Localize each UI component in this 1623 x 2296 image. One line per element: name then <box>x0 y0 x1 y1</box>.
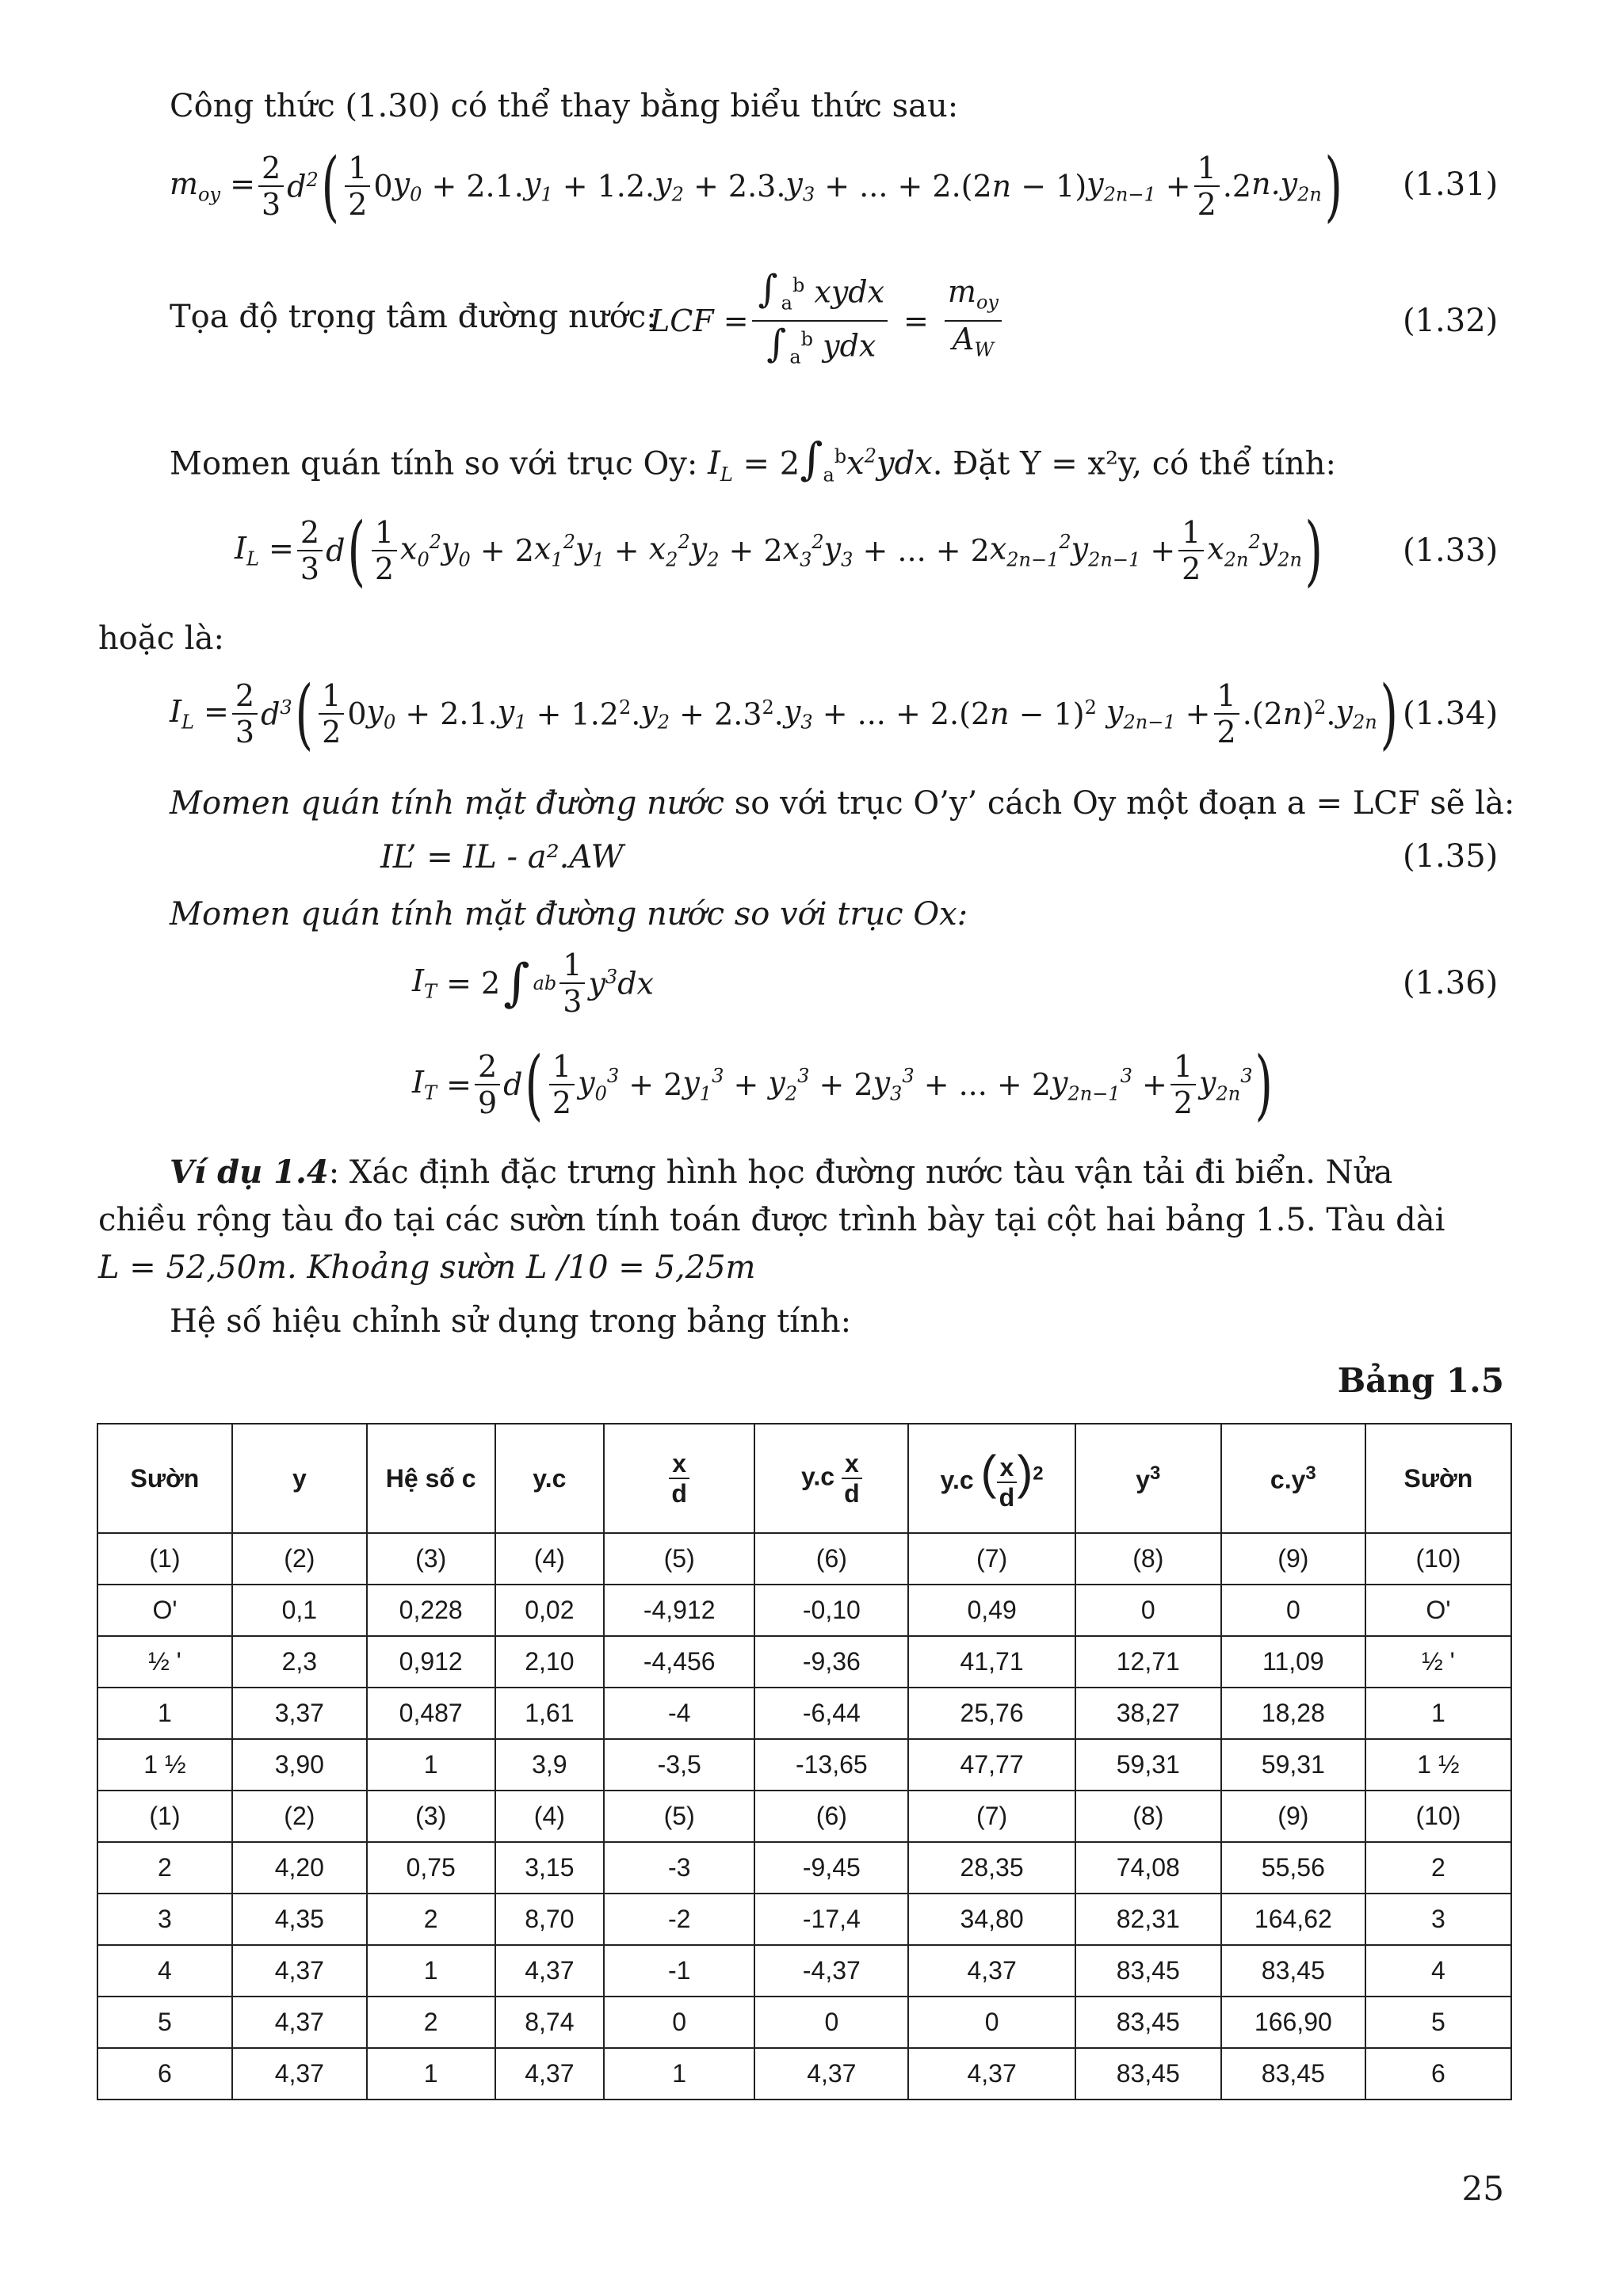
table-cell: (8) <box>1075 1791 1221 1842</box>
table-cell: 8,70 <box>495 1894 605 1945</box>
table-cell: -3 <box>604 1842 754 1894</box>
example-line-2: chiều rộng tàu đo tại các sườn tính toán được trình bày tại cột hai bảng 1.5. Tàu dài <box>98 1202 1445 1238</box>
table-cell: 3,90 <box>232 1739 367 1791</box>
table-cell: -17,4 <box>754 1894 908 1945</box>
equation-number-1-31: (1.31) <box>1403 166 1499 203</box>
table-cell: 2 <box>97 1842 232 1894</box>
table-cell: 0,912 <box>367 1636 495 1688</box>
hoac-la-text: hoặc là: <box>98 620 224 657</box>
header-yc: y.c <box>495 1424 605 1533</box>
table-row <box>97 1739 1511 1791</box>
table-cell: O' <box>1365 1585 1511 1636</box>
equation-number-1-36: (1.36) <box>1403 965 1499 1001</box>
table-cell: -4,37 <box>754 1945 908 1997</box>
table-cell: 4,37 <box>754 2048 908 2100</box>
table-cell: 38,27 <box>1075 1688 1221 1739</box>
table-cell: 164,62 <box>1221 1894 1365 1945</box>
table-cell: 83,45 <box>1221 1945 1365 1997</box>
momen-shift-line <box>170 784 1514 822</box>
table-cell: 3,37 <box>232 1688 367 1739</box>
table-cell: 4,37 <box>232 1945 367 1997</box>
header-y: y <box>232 1424 367 1533</box>
table-cell: ½ ' <box>1365 1636 1511 1688</box>
table-cell: (9) <box>1221 1791 1365 1842</box>
table-cell: (1) <box>97 1533 232 1585</box>
table-cell: 2 <box>367 1997 495 2048</box>
header-yc-x-over-d: y.c $\frac{x}{d}$ <box>754 1424 908 1533</box>
table-cell: 4 <box>1365 1945 1511 1997</box>
header-yc-x-over-d-squared: y.c ( $\frac{x}{d}$ )$^2$ <box>908 1424 1075 1533</box>
equation-1-32: LCF = $\frac{\int _a^b xydx}{\int _a^b ydx}$ = $\frac{m_{oy}}{A_W}$ <box>650 261 1005 380</box>
equation-1-34: $I_L$ = $\frac{2}{3}$ $d^3$ ( $\frac{1}{2}$ 0 $y_0$ + 2.1. $y_1$ + $1.2^2$. $y_2$ + $2.3^2$. $y_3$ + ... + 2.(2 n − 1)$^2$ $y_{2n-1}$ + $\frac{1}{2}$ .(2 n )$^2$. $y_{2n}$ ) <box>170 669 1398 758</box>
table-cell: 4,37 <box>232 2048 367 2100</box>
momen-shift-rest: so với trục O’y’ cách Oy một đoạn a = LCF sẽ là: <box>724 785 1515 822</box>
table-cell: 1 ½ <box>1365 1739 1511 1791</box>
table-cell: 1 <box>97 1688 232 1739</box>
equation-number-1-35: (1.35) <box>1403 838 1499 875</box>
table-cell: 1 ½ <box>97 1739 232 1791</box>
table-row <box>97 1688 1511 1739</box>
equation-number-1-33: (1.33) <box>1403 532 1499 569</box>
table-cell: (1) <box>97 1791 232 1842</box>
table-cell: -4,456 <box>604 1636 754 1688</box>
table-cell: (5) <box>604 1533 754 1585</box>
table-cell: -6,44 <box>754 1688 908 1739</box>
table-row <box>97 1585 1511 1636</box>
table-cell: (6) <box>754 1791 908 1842</box>
table-cell: 1 <box>367 2048 495 2100</box>
table-caption: Bảng 1.5 <box>1337 1361 1504 1400</box>
momen-oy-text-b: . Đặt Y = x²y, có thể tính: <box>932 445 1336 482</box>
example-line-1-text: : Xác định đặc trưng hình học đường nước tàu vận tải đi biển. Nửa <box>328 1154 1393 1191</box>
table-cell: -0,10 <box>754 1585 908 1636</box>
table-cell: 5 <box>97 1997 232 2048</box>
table-cell: 166,90 <box>1221 1997 1365 2048</box>
table-cell: 1 <box>367 1945 495 1997</box>
table-cell: 3,15 <box>495 1842 605 1894</box>
table-cell: (3) <box>367 1533 495 1585</box>
table-cell: O' <box>97 1585 232 1636</box>
equation-1-35: IL’ = IL - a².AW <box>380 839 624 875</box>
table-cell: 34,80 <box>908 1894 1075 1945</box>
table-cell: -3,5 <box>604 1739 754 1791</box>
table-cell: -1 <box>604 1945 754 1997</box>
table-cell: 0 <box>1221 1585 1365 1636</box>
table-row <box>97 1533 1511 1585</box>
table-cell: 83,45 <box>1075 2048 1221 2100</box>
table-cell: (4) <box>495 1791 605 1842</box>
table-body <box>97 1533 1511 2100</box>
table-cell: 0 <box>908 1997 1075 2048</box>
table-cell: 4,37 <box>495 1945 605 1997</box>
table-cell: 4,35 <box>232 1894 367 1945</box>
table-cell: 83,45 <box>1075 1945 1221 1997</box>
table-cell: 4,37 <box>908 1945 1075 1997</box>
page-number: 25 <box>1461 2169 1504 2208</box>
table-cell: 8,74 <box>495 1997 605 2048</box>
table-cell: 4,37 <box>495 2048 605 2100</box>
table-cell: 6 <box>1365 2048 1511 2100</box>
table-cell: (3) <box>367 1791 495 1842</box>
table-cell: 83,45 <box>1075 1997 1221 2048</box>
table-cell: 47,77 <box>908 1739 1075 1791</box>
table-cell: 1 <box>604 2048 754 2100</box>
lcf-label: Tọa độ trọng tâm đường nước: <box>170 299 657 335</box>
table-header-row <box>97 1424 1511 1533</box>
table-cell: 2,10 <box>495 1636 605 1688</box>
equation-number-1-34: (1.34) <box>1403 696 1499 732</box>
table-cell: -9,45 <box>754 1842 908 1894</box>
table-cell: (2) <box>232 1533 367 1585</box>
table-cell: 28,35 <box>908 1842 1075 1894</box>
table-cell: (6) <box>754 1533 908 1585</box>
table-cell: 18,28 <box>1221 1688 1365 1739</box>
table-row <box>97 1636 1511 1688</box>
table-cell: -4,912 <box>604 1585 754 1636</box>
table-cell: 4,20 <box>232 1842 367 1894</box>
table-cell: 41,71 <box>908 1636 1075 1688</box>
equation-1-33: $I_L$ = $\frac{2}{3}$ d ( $\frac{1}{2}$ $x_0^2y_0$ + 2 $x_1^2y_1$ + $x_2^2y_2$ + 2 $x_3^2y_3$ + ... + 2 $x_{2n-1}^2y_{2n-1}$ + $\frac{1}{2}$ $x_{2n}^2y_{2n}$ ) <box>235 506 1323 595</box>
table-cell: 3 <box>1365 1894 1511 1945</box>
table-cell: 2 <box>367 1894 495 1945</box>
table-cell: (4) <box>495 1533 605 1585</box>
table-cell: 1 <box>1365 1688 1511 1739</box>
table-cell: (2) <box>232 1791 367 1842</box>
table-cell: 6 <box>97 2048 232 2100</box>
table-cell: 3 <box>97 1894 232 1945</box>
table-cell: ½ ' <box>97 1636 232 1688</box>
table-row <box>97 1842 1511 1894</box>
header-c-y-cubed: $c.y^3$ <box>1221 1424 1365 1533</box>
header-y-cubed: $y^3$ <box>1075 1424 1221 1533</box>
table-cell: 0,487 <box>367 1688 495 1739</box>
table-cell: 0,75 <box>367 1842 495 1894</box>
data-table <box>97 1423 1512 2100</box>
table-cell: 3,9 <box>495 1739 605 1791</box>
table-cell: 0,49 <box>908 1585 1075 1636</box>
momen-ox-text: Momen quán tính mặt đường nước so với trục Ox: <box>170 896 968 933</box>
equation-1-31: $m_{oy}$ = $\frac{2}{3}$ $d^2$ ( $\frac{1}{2}$ 0 $y_0$ + 2.1. $y_1$ + 1.2. $y_2$ + 2.3. $y_3$ + ... + 2.(2 n − 1) $y_{2n-1}$ + $\frac{1}{2}$ .2 $n.y_{2n}$ ) <box>170 142 1342 231</box>
table-cell: 0,228 <box>367 1585 495 1636</box>
table-row <box>97 1945 1511 1997</box>
table-cell: -2 <box>604 1894 754 1945</box>
table-cell: 0 <box>604 1997 754 2048</box>
table-cell: 82,31 <box>1075 1894 1221 1945</box>
table-cell: 0 <box>1075 1585 1221 1636</box>
table-cell: -4 <box>604 1688 754 1739</box>
header-suon-right: Sườn <box>1365 1424 1511 1533</box>
equation-1-36: $I_T$ = 2 ∫ a b $\frac{1}{3}$ $y^3dx$ <box>412 948 654 1019</box>
table-cell: 25,76 <box>908 1688 1075 1739</box>
example-label: Ví dụ 1.4 <box>170 1154 329 1191</box>
table-cell: 83,45 <box>1221 2048 1365 2100</box>
table-cell: 4 <box>97 1945 232 1997</box>
table-cell: 0,02 <box>495 1585 605 1636</box>
table-cell: 0,1 <box>232 1585 367 1636</box>
equation-it-expansion: $I_T$ = $\frac{2}{9}$ d ( $\frac{1}{2}$ $y_0^3$ + 2 $y_1^3$ + $y_2^3$ + 2 $y_3^3$ + ... + 2 $y_{2n-1}^3$ + $\frac{1}{2}$ $y_{2n}^3$ ) <box>412 1040 1274 1129</box>
table-cell: 1 <box>367 1739 495 1791</box>
example-line-1 <box>170 1154 1392 1192</box>
table-row <box>97 1894 1511 1945</box>
table-cell: 74,08 <box>1075 1842 1221 1894</box>
table-cell: 55,56 <box>1221 1842 1365 1894</box>
header-he-so-c: Hệ số c <box>367 1424 495 1533</box>
table-cell: -13,65 <box>754 1739 908 1791</box>
header-x-over-d: $\frac{x}{d}$ <box>604 1424 754 1533</box>
table-cell: 2,3 <box>232 1636 367 1688</box>
table-row <box>97 1791 1511 1842</box>
table-row <box>97 2048 1511 2100</box>
table-cell: 4,37 <box>232 1997 367 2048</box>
table-cell: (8) <box>1075 1533 1221 1585</box>
table-cell: (7) <box>908 1791 1075 1842</box>
equation-number-1-32: (1.32) <box>1403 303 1499 339</box>
intro-text: Công thức (1.30) có thể thay bằng biểu thức sau: <box>170 88 959 124</box>
table-cell: 0 <box>754 1997 908 2048</box>
table-cell: 2 <box>1365 1842 1511 1894</box>
table-cell: 5 <box>1365 1997 1511 2048</box>
table-cell: (9) <box>1221 1533 1365 1585</box>
table-cell: (10) <box>1365 1533 1511 1585</box>
table-cell: 59,31 <box>1075 1739 1221 1791</box>
example-line-3: L = 52,50m. Khoảng sườn L /10 = 5,25m <box>98 1249 756 1286</box>
momen-shift-italic: Momen quán tính mặt đường nước <box>170 785 725 822</box>
table-cell: (10) <box>1365 1791 1511 1842</box>
coefficient-line: Hệ số hiệu chỉnh sử dụng trong bảng tính: <box>170 1303 852 1340</box>
table-cell: (7) <box>908 1533 1075 1585</box>
table-cell: 12,71 <box>1075 1636 1221 1688</box>
header-suon: Sườn <box>97 1424 232 1533</box>
table-cell: 11,09 <box>1221 1636 1365 1688</box>
table-row <box>97 1997 1511 2048</box>
table-cell: 1,61 <box>495 1688 605 1739</box>
table-cell: (5) <box>604 1791 754 1842</box>
table-cell: -9,36 <box>754 1636 908 1688</box>
momen-oy-line: Momen quán tính so với trục Oy: $I_L = 2\int_a^bx^2ydx$. Đặt Y = x²y, có thể tính: <box>170 433 1336 486</box>
momen-oy-text-a: Momen quán tính so với trục Oy: <box>170 445 708 482</box>
table-cell: 4,37 <box>908 2048 1075 2100</box>
table-cell: 59,31 <box>1221 1739 1365 1791</box>
